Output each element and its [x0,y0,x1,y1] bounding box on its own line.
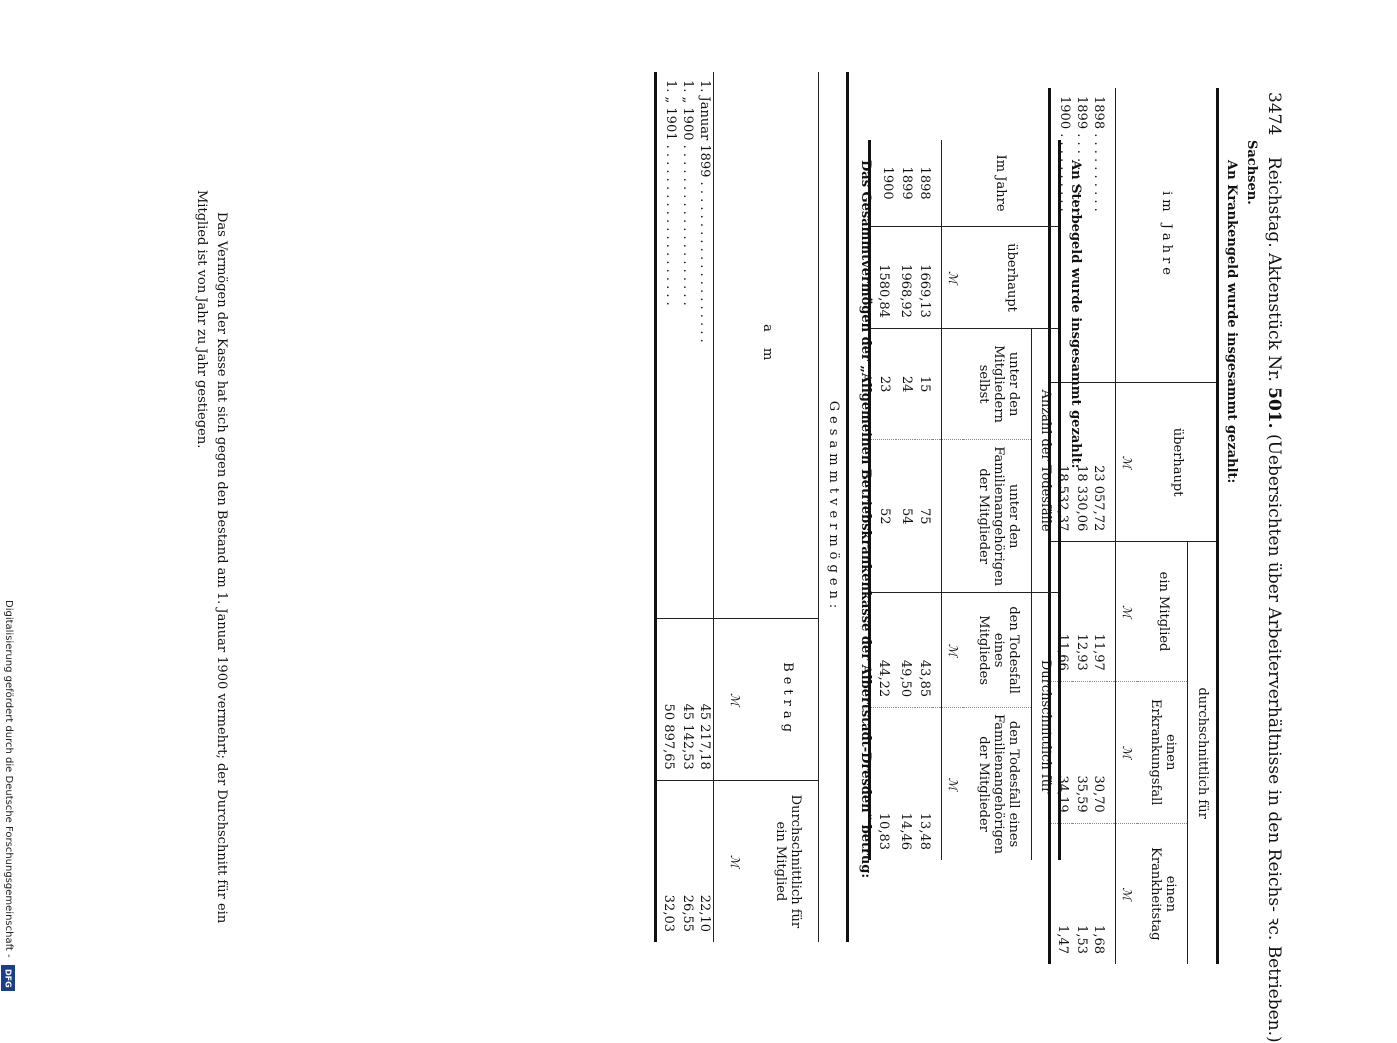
col-header-avg-group: Durchschnittlich für [1031,593,1059,860]
col-header-per-member: ein Mitglied [1138,542,1187,682]
unit-label: ℳ [942,593,965,708]
year-cell: 1898 . . . . . . . . . . [1091,96,1107,212]
col-header-year: Im Jahre [993,154,1009,212]
amount-cell: 50 897,65 [656,619,680,780]
members-cell: 15 [915,328,934,439]
digitization-credit [0,600,18,990]
year-cell: 1899 [898,166,914,200]
per-family-death-cell: 13,48 [915,708,934,860]
assets-intro: Das Gesammtvermögen der „Allgemeinen Betriebskrankenkasse der Albertstadt-Dresden“ betrug: [858,160,873,879]
date-cell: 1. „ 1901 . . . . . . . . . . . . . . . . . . . . [663,80,679,306]
unit-label: ℳ [942,708,965,860]
table-row [656,72,680,942]
col-header-year: im Jahre [1159,191,1175,279]
members-cell: 23 [869,328,895,439]
per-day-cell: 1,47 [1050,823,1074,964]
per-member-death-cell: 44,22 [869,593,895,708]
header-title: Reichstag. Aktenstück Nr. [1264,156,1284,382]
per-case-cell: 35,59 [1074,681,1091,823]
table-row [679,72,696,942]
per-case-cell: 30,70 [1091,681,1108,823]
death-benefit-intro: An Sterbegeld wurde insgesammt gezahlt: [1068,160,1083,469]
unit-label: ℳ [1116,681,1139,823]
table-row [696,72,714,942]
total-cell: 18 330,06 [1074,383,1091,542]
section-title: Sachsen. [1244,140,1259,205]
per-member-cell: 11,97 [1091,542,1108,682]
col-header-amount: Betrag [755,619,818,780]
per-family-death-cell: 10,83 [869,708,895,860]
document-number: 501. [1264,387,1284,429]
col-header-family: unter den Familienangehörigen der Mitglieder [964,440,1031,593]
sick-pay-intro: An Krankengeld wurde insgesammt gezahlt: [1224,160,1239,484]
total-cell: 1580,84 [869,227,895,329]
col-header-per-member: Durchschnittlich für ein Mitglied [755,780,818,942]
amount-cell: 45 142,53 [679,619,696,780]
unit-label: ℳ [942,227,965,329]
dfg-logo: DFG [1,965,15,991]
unit-label: ℳ [714,780,756,942]
per-member-cell: 11,66 [1050,542,1074,682]
col-header-per-member-death: den Todesfall eines Mitgliedes [964,593,1031,708]
col-header-deaths-group: Anzahl der Todesfälle [1031,328,1059,592]
family-cell: 75 [915,440,934,593]
year-cell: 1898 [917,166,933,200]
per-member-death-cell: 43,85 [915,593,934,708]
per-case-cell: 34,19 [1050,681,1074,823]
table-row [915,140,934,860]
table-row [869,140,895,860]
unit-label: ℳ [1116,383,1139,542]
col-header-per-case: einen Erkrankungsfall [1138,681,1187,823]
date-cell: 1. Januar 1899 . . . . . . . . . . . . . . . . . . . . [697,80,713,343]
total-cell: 1669,13 [915,227,934,329]
page-header [1264,92,1287,1043]
assets-table [654,72,849,942]
col-header-group: Gesammtvermögen: [819,72,848,942]
page-number: 3474 [1264,92,1284,136]
col-header-date: a m [759,324,775,367]
col-header-total: überhaupt [964,227,1060,329]
per-day-cell: 1,68 [1091,823,1108,964]
per-family-death-cell: 14,46 [896,708,915,860]
year-cell: 1899 . . . . . . . . . . [1074,96,1090,212]
table-row [1091,88,1108,964]
amount-cell: 45 217,18 [696,619,714,780]
col-header-members: unter den Mitgliedern selbst [964,328,1031,439]
total-cell: 1968,92 [896,227,915,329]
death-benefit-table [868,140,1061,860]
unit-label: ℳ [714,619,756,780]
table-row [896,140,915,860]
date-cell: 1. „ 1900 . . . . . . . . . . . . . . . . . . . . [680,80,696,306]
col-header-per-day: einen Krankheitstag [1138,823,1187,964]
closing-paragraph: Das Vermögen der Kasse hat sich gegen den Bestand am 1. Januar 1900 vermehrt; der Durchschnitt für ein Mitglied ist von Jahr zu Jahr gestiegen. [194,190,229,924]
per-member-cell: 26,55 [679,780,696,942]
unit-label: ℳ [1116,823,1139,964]
year-cell: 1900 . . . . . . . . . . [1057,96,1073,212]
family-cell: 52 [869,440,895,593]
per-member-cell: 22,10 [696,780,714,942]
col-header-per-family-death: den Todesfall eines Familienangehörigen der Mitglieder [964,708,1031,860]
header-subtitle: (Uebersichten über Arbeiterverhältnisse in den Reichs- ꝛc. Betrieben.) [1264,433,1284,1043]
per-day-cell: 1,53 [1074,823,1091,964]
total-cell: 18 532,37 [1050,383,1074,542]
members-cell: 24 [896,328,915,439]
col-header-avg-group: durchschnittlich für [1187,542,1217,964]
unit-label: ℳ [1116,542,1139,682]
col-header-total: überhaupt [1138,383,1218,542]
year-cell: 1900 [879,166,895,200]
per-member-cell: 12,93 [1074,542,1091,682]
credit-text: Digitalisierung gefördert durch die Deutsche Forschungsgemeinschaft - [3,600,14,958]
family-cell: 54 [896,440,915,593]
per-member-death-cell: 49,50 [896,593,915,708]
total-cell: 23 057,72 [1091,383,1108,542]
per-member-cell: 32,03 [656,780,680,942]
